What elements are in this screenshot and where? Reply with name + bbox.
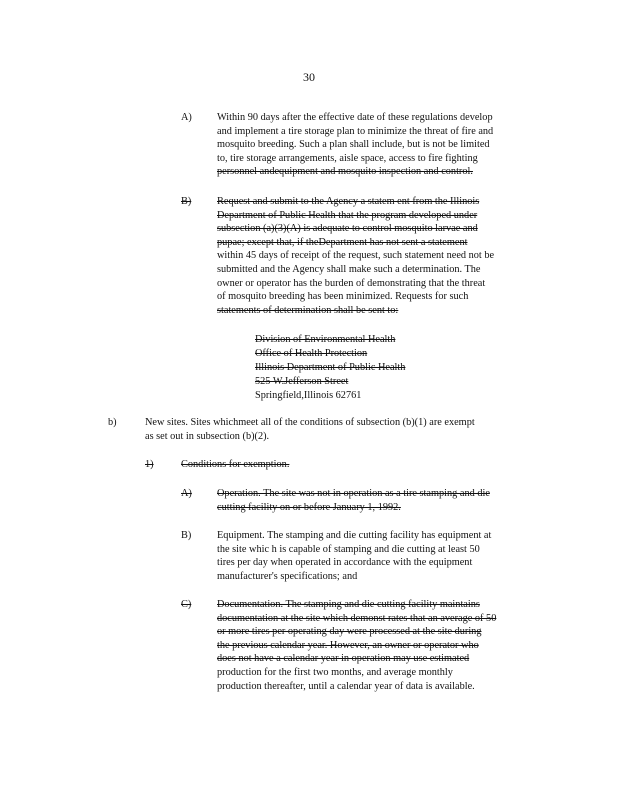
struck-text-line: documentation at the site which demonst rates that an average of 50 bbox=[217, 612, 497, 624]
address-block bbox=[255, 333, 405, 403]
text-line: Within 90 days after the effective date of these regulations develop bbox=[217, 112, 493, 123]
operation-text bbox=[217, 487, 490, 514]
new-sites-text bbox=[145, 416, 475, 443]
address-line: Office of Health Protection bbox=[255, 348, 368, 359]
struck-text-line: subsection (a)(3)(A) is adequate to control mosquito larvae and bbox=[217, 223, 478, 235]
text-line: Equipment. The stamping and die cutting facility has equipment at bbox=[217, 530, 492, 541]
item-b-label: B) bbox=[181, 196, 192, 207]
struck-text-line: personnel andequipment and mosquito inspection and control. bbox=[217, 166, 473, 178]
documentation-label: C) bbox=[181, 599, 192, 610]
text-line: and implement a tire storage plan to minimize the threat of fire and bbox=[217, 125, 494, 137]
text-line: manufacturer's specifications; and bbox=[217, 570, 358, 582]
struck-text-line: pupae; except that, if theDepartment has not sent a statement bbox=[217, 236, 468, 248]
struck-text-line: Documentation. The stamping and die cutting facility maintains bbox=[217, 599, 480, 610]
text-line: of mosquito breeding has been minimized. Requests for such bbox=[217, 291, 469, 303]
text-line: mosquito breeding. Such a plan shall include, but is not be limited bbox=[217, 139, 490, 151]
text-line: within 45 days of receipt of the request, such statement need not be bbox=[217, 250, 495, 262]
address-line: Springfield,Illinois 62761 bbox=[255, 390, 362, 401]
text-line: production for the first two months, and average monthly bbox=[217, 666, 453, 678]
struck-text-line: cutting facility on or before January 1, 1992. bbox=[217, 501, 401, 513]
struck-text-line: Operation. The site was not in operation as a tire stamping and die bbox=[217, 488, 490, 499]
text-line: owner or operator has the burden of demonstrating that the threat bbox=[217, 277, 486, 289]
struck-text-line: the previous calendar year. However, an owner or operator who bbox=[217, 639, 479, 651]
item-a-text bbox=[217, 111, 493, 179]
struck-text-line: statements of determination shall be sent to: bbox=[217, 304, 399, 316]
item-b-text bbox=[217, 195, 494, 317]
equipment-label: B) bbox=[181, 530, 192, 541]
item-1-label: 1) bbox=[145, 459, 154, 470]
item-a-label: A) bbox=[181, 112, 192, 123]
struck-text-line: or more tires per operating day were processed at the site during bbox=[217, 626, 482, 638]
equipment-text bbox=[217, 529, 491, 583]
address-line: Division of Environmental Health bbox=[255, 334, 396, 345]
struck-text-line: does not have a calendar year in operation may use estimated bbox=[217, 653, 470, 665]
page-number: 30 bbox=[303, 70, 315, 84]
item-b-lower-label: b) bbox=[108, 417, 117, 428]
operation-label: A) bbox=[181, 488, 192, 499]
conditions-heading: Conditions for exemption. bbox=[181, 459, 290, 470]
address-line: 525 W.Jefferson Street bbox=[255, 376, 349, 387]
text-line: tires per day when operated in accordance with the equipment bbox=[217, 557, 473, 569]
documentation-text bbox=[217, 598, 496, 693]
text-line: the site whic h is capable of stamping and die cutting at least 50 bbox=[217, 543, 480, 555]
text-line: production thereafter, until a calendar year of data is available. bbox=[217, 680, 475, 692]
struck-text-line: Department of Public Health that the program developed under bbox=[217, 209, 478, 221]
text-line: submitted and the Agency shall make such a determination. The bbox=[217, 263, 481, 275]
struck-text-line: Request and submit to the Agency a statem ent from the Illinois bbox=[217, 196, 480, 207]
address-line: Illinois Department of Public Health bbox=[255, 362, 406, 373]
text-line: to, tire storage arrangements, aisle space, access to fire fighting bbox=[217, 152, 478, 164]
text-line: New sites. Sites whichmeet all of the conditions of subsection (b)(1) are exempt bbox=[145, 417, 475, 428]
text-line: as set out in subsection (b)(2). bbox=[145, 430, 270, 442]
